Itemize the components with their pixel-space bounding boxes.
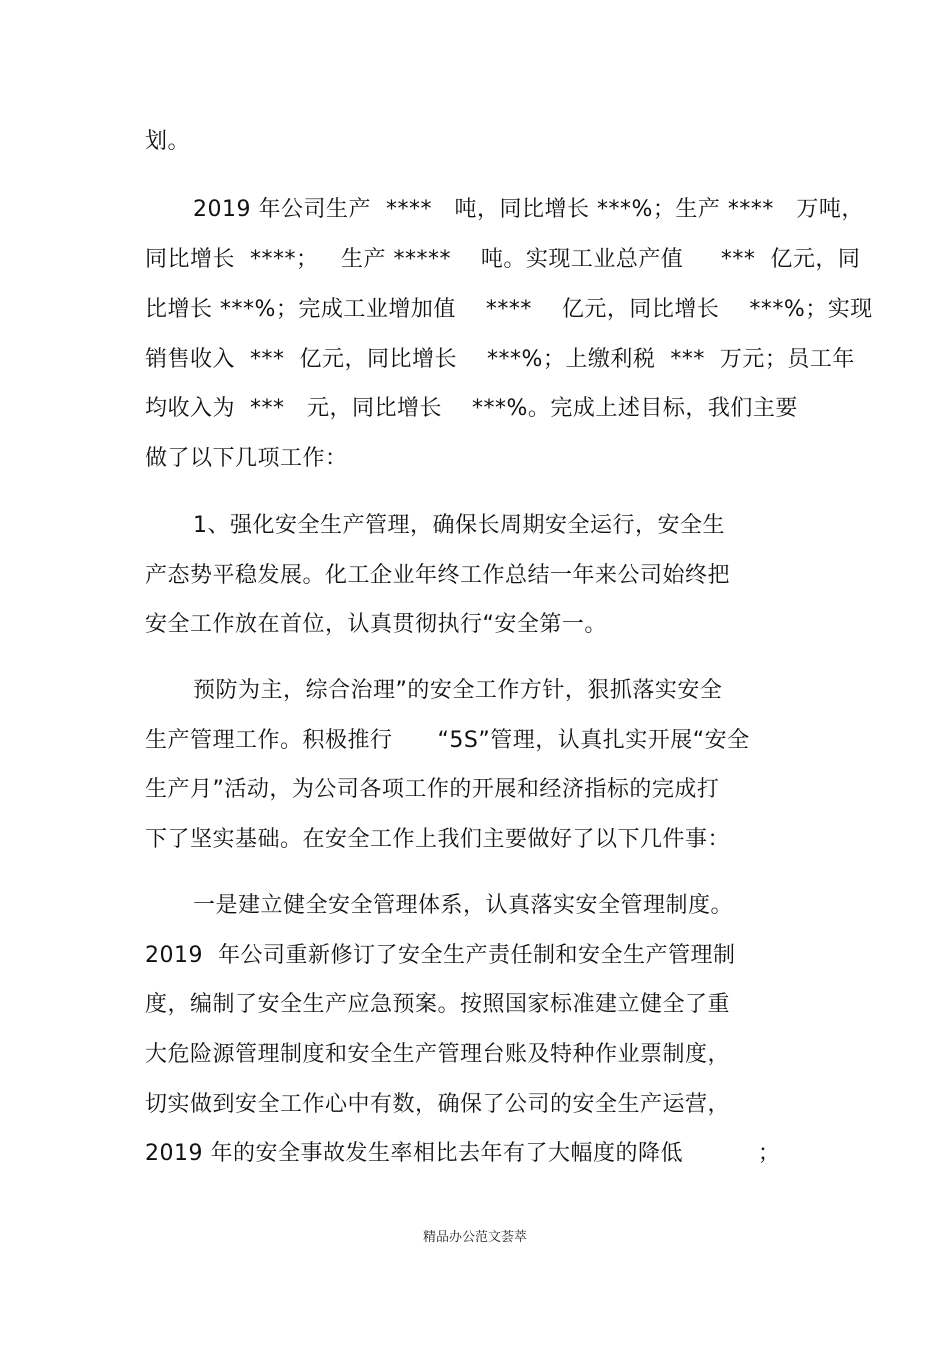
text-line: 生产月”活动，为公司各项工作的开展和经济指标的完成打 [145,777,720,802]
text-line: 生产管理工作。积极推行 “5S”管理，认真扎实开展“安全 [145,728,750,753]
text-line: 2019 年公司生产 **** 吨，同比增长 ***%；生产 **** 万吨， [193,197,864,222]
text-line: 1、强化安全生产管理，确保长周期安全运行，安全生 [193,513,725,538]
text-line: 比增长 ***%；完成工业增加值 **** 亿元，同比增长 ***%；实现 [145,297,873,322]
text-line: 2019 年公司重新修订了安全生产责任制和安全生产管理制 [145,943,736,968]
text-line: 切实做到安全工作心中有数，确保了公司的安全生产运营， [145,1092,731,1117]
page-footer: 精品办公范文荟萃 [422,1230,527,1245]
text-line: 同比增长 ****； 生产 ***** 吨。实现工业总产值 *** 亿元，同 [145,247,861,272]
text-line: 下了坚实基础。在安全工作上我们主要做好了以下几件事： [145,827,731,852]
text-line: 划。 [145,129,191,154]
text-line: 预防为主，综合治理”的安全工作方针，狠抓落实安全 [193,678,723,703]
text-line: 一是建立健全安全管理体系，认真落实安全管理制度。 [193,893,734,918]
text-line: 产态势平稳发展。化工企业年终工作总结一年来公司始终把 [145,563,731,588]
text-line: 安全工作放在首位，认真贯彻执行“安全第一。 [145,612,607,637]
text-line: 度，编制了安全生产应急预案。按照国家标准建立健全了重 [145,992,731,1017]
text-line: 均收入为 *** 元，同比增长 ***%。完成上述目标，我们主要 [145,396,798,421]
text-line: 2019 年的安全事故发生率相比去年有了大幅度的降低 ； [145,1141,781,1166]
text-line: 做了以下几项工作： [145,446,348,471]
text-line: 销售收入 *** 亿元，同比增长 ***%；上缴利税 *** 万元；员工年 [145,347,855,372]
text-line: 大危险源管理制度和安全生产管理台账及特种作业票制度， [145,1042,731,1067]
